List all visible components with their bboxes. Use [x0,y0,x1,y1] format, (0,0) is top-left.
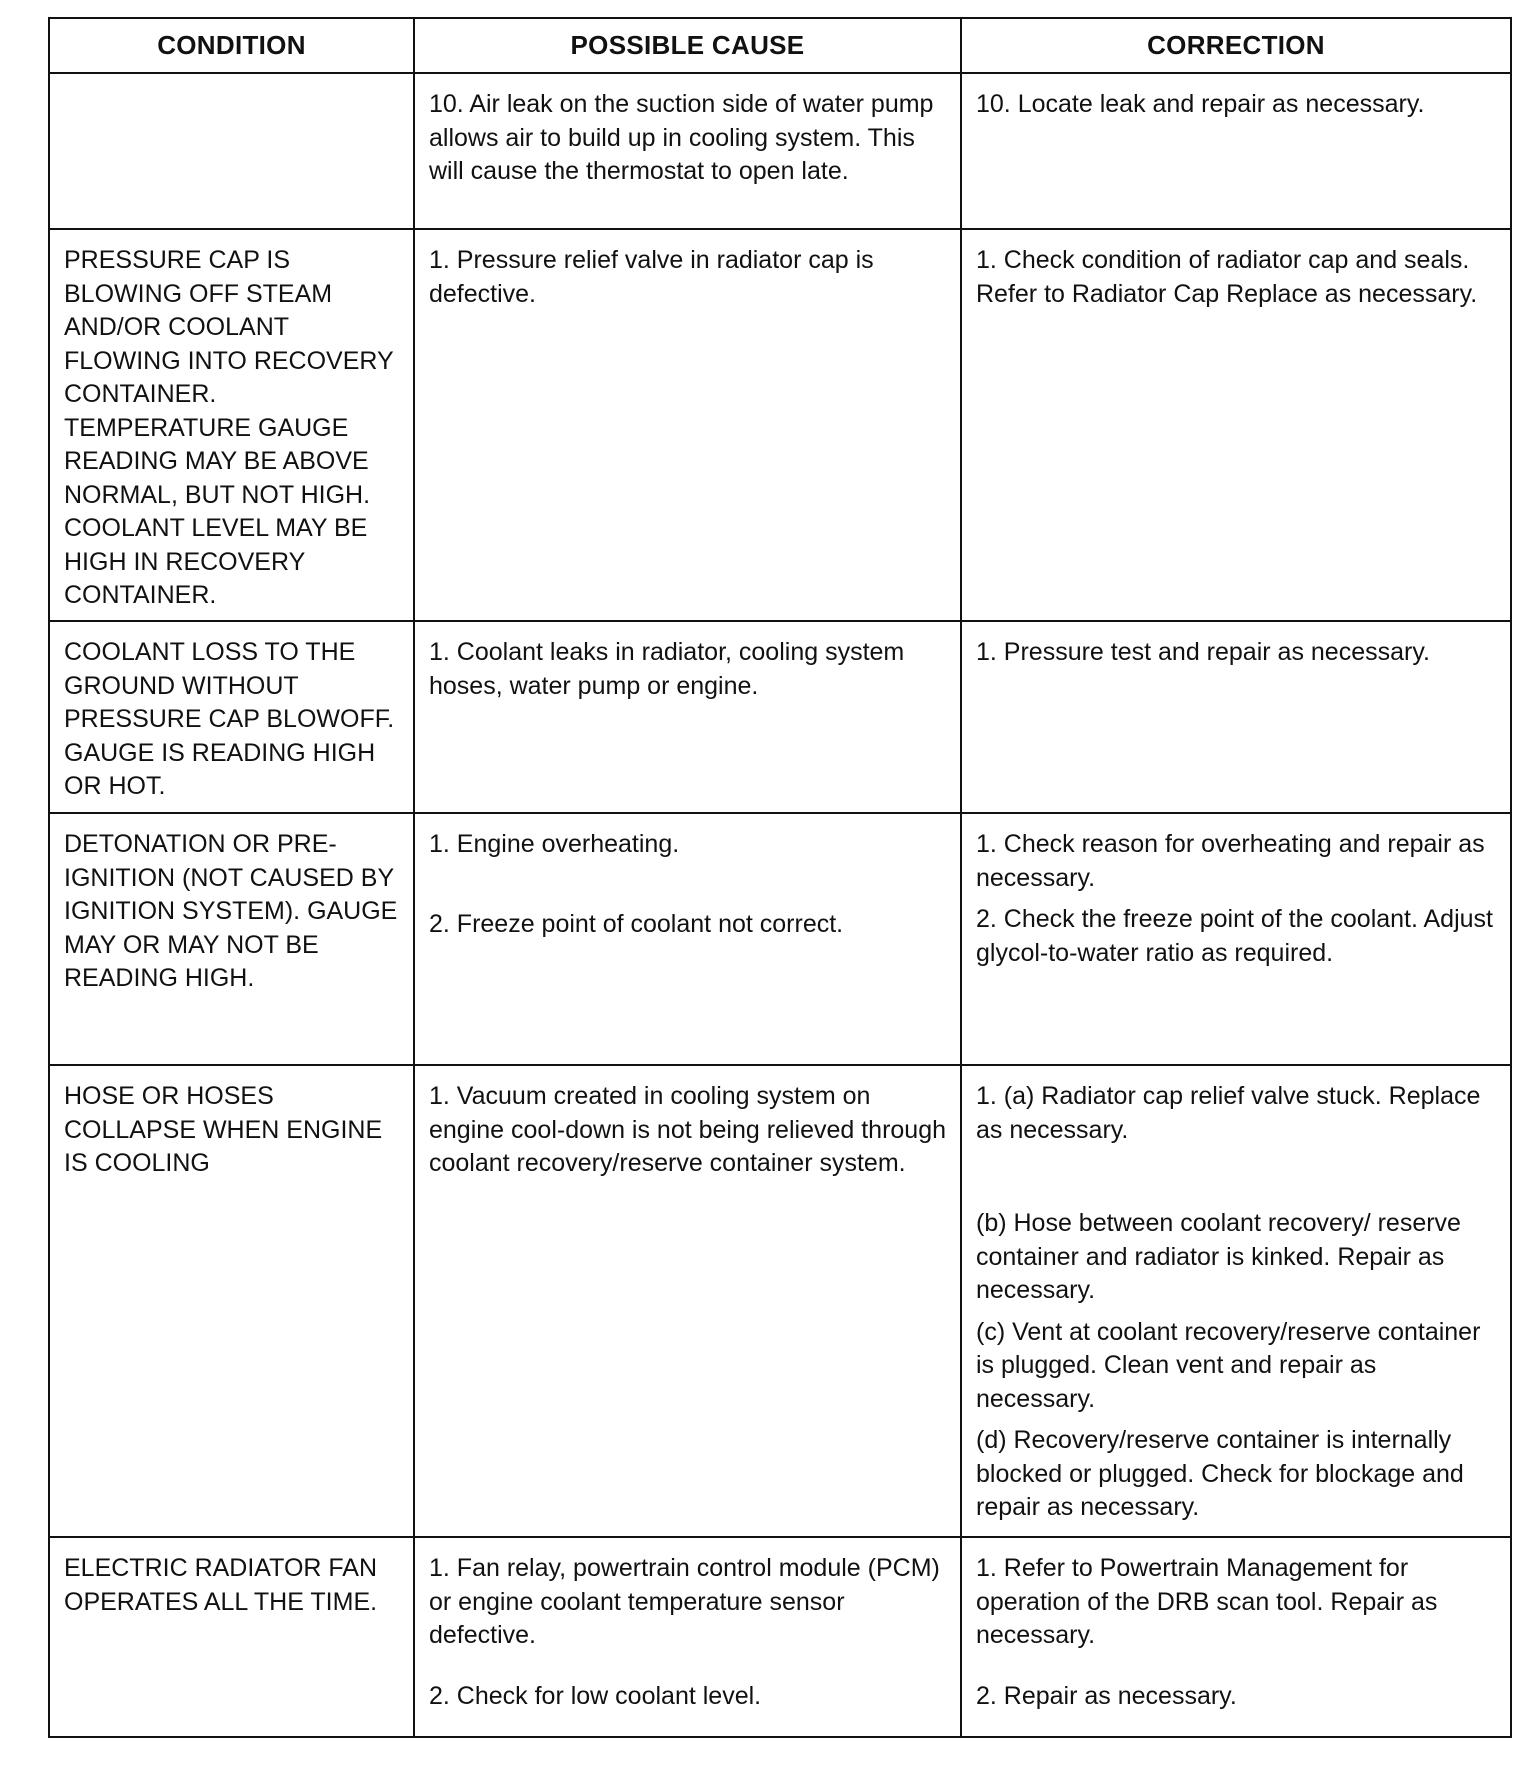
cause-item: 10. Air leak on the suction side of water pump allows air to build up in cooling system. This will cause the thermostat to open late. [429,90,934,185]
correction-item: 1. Check reason for overheating and repair as necessary. [976,830,1485,892]
cause-item: 1. Pressure relief valve in radiator cap is defective. [429,246,874,308]
header-condition: CONDITION [49,18,414,73]
correction-item: 1. Pressure test and repair as necessary. [976,638,1430,666]
condition-text: PRESSURE CAP IS BLOWING OFF STEAM AND/OR COOLANT FLOWING INTO RECOVERY CONTAINER. TEMPERATURE GAUGE READING MAY BE ABOVE NORMAL, BUT NOT HIGH. COOLANT LEVEL MAY BE HIGH IN RECOVERY CONTAINER. [64,246,394,609]
correction-item: (c) Vent at coolant recovery/reserve container is plugged. Clean vent and repair as necessary. [976,1317,1481,1413]
condition-cell [49,813,414,1065]
correction-cell [961,229,1511,621]
cause-item: 2. Check for low coolant level. [429,1681,762,1710]
table-row [49,621,1511,813]
cause-item: 1. Vacuum created in cooling system on engine cool-down is not being relieved through coolant recovery/reserve container system. [429,1082,947,1177]
correction-item: 10. Locate leak and repair as necessary. [976,90,1425,118]
cause-cell [414,813,961,1065]
condition-text: DETONATION OR PRE-IGNITION (NOT CAUSED BY IGNITION SYSTEM). GAUGE MAY OR MAY NOT BE READING HIGH. [64,830,398,992]
correction-item: (d) Recovery/reserve container is internally blocked or plugged. Check for blockage and repair as necessary. [976,1426,1464,1521]
header-correction: CORRECTION [961,18,1511,73]
table-row [49,813,1511,1065]
header-possible-cause: POSSIBLE CAUSE [414,18,961,73]
cause-cell [414,229,961,621]
table-row [49,73,1511,229]
condition-text [50,74,413,94]
cause-cell [414,1537,961,1737]
condition-cell [49,621,414,813]
condition-text: HOSE OR HOSES COLLAPSE WHEN ENGINE IS COOLING [64,1082,383,1177]
cause-item: 1. Engine overheating. [429,830,680,858]
correction-cell [961,1065,1511,1537]
cause-cell [414,1065,961,1537]
correction-item: 2. Check the freeze point of the coolant. Adjust glycol-to-water ratio as required. [976,905,1493,967]
cause-cell [414,621,961,813]
cause-item: 1. Fan relay, powertrain control module (PCM) or engine coolant temperature sensor defective. [429,1554,940,1649]
header-row [49,18,1511,73]
correction-cell [961,1537,1511,1737]
correction-item: 2. Repair as necessary. [976,1681,1237,1710]
condition-text: ELECTRIC RADIATOR FAN OPERATES ALL THE TIME. [64,1554,378,1616]
troubleshooting-table [48,17,1512,1738]
correction-cell [961,621,1511,813]
cause-item: 1. Coolant leaks in radiator, cooling system hoses, water pump or engine. [429,638,905,700]
condition-cell [49,73,414,229]
correction-cell [961,73,1511,229]
condition-text: COOLANT LOSS TO THE GROUND WITHOUT PRESSURE CAP BLOWOFF. GAUGE IS READING HIGH OR HOT. [64,638,395,800]
troubleshooting-table-container [48,17,1510,1738]
table-row [49,229,1511,621]
condition-cell [49,1537,414,1737]
condition-cell [49,1065,414,1537]
correction-item: 1. Refer to Powertrain Management for operation of the DRB scan tool. Repair as necessary. [976,1554,1438,1649]
table-row [49,1537,1511,1737]
cause-cell [414,73,961,229]
correction-cell [961,813,1511,1065]
condition-cell [49,229,414,621]
table-row [49,1065,1511,1537]
correction-item: 1. (a) Radiator cap relief valve stuck. Replace as necessary. [976,1082,1481,1144]
cause-item: 2. Freeze point of coolant not correct. [429,909,844,938]
correction-item: 1. Check condition of radiator cap and seals. Refer to Radiator Cap Replace as necessary. [976,246,1478,308]
correction-item: (b) Hose between coolant recovery/ reserve container and radiator is kinked. Repair as necessary. [976,1209,1461,1304]
